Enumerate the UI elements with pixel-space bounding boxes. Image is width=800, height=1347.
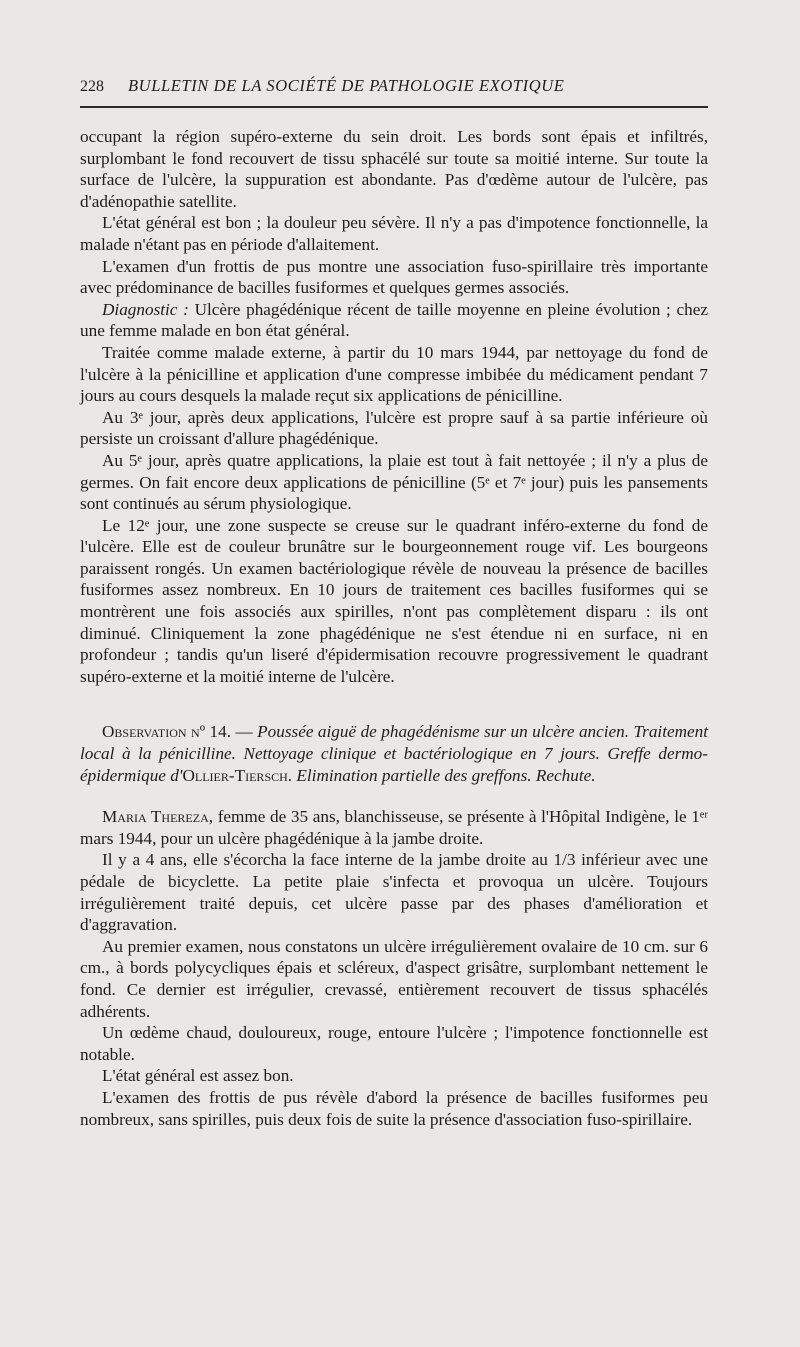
observation-heading xyxy=(80,721,708,786)
paragraph: Un œdème chaud, douloureux, rouge, entoure l'ulcère ; l'impotence fonctionnelle est notable. xyxy=(80,1023,708,1064)
patient-name: Maria Thereza, xyxy=(102,807,214,827)
diagnostic-label: Diagnostic : xyxy=(102,299,189,319)
observation-label: Observation nº 14. xyxy=(102,722,231,742)
body-text xyxy=(80,126,708,1130)
paragraph: L'examen d'un frottis de pus montre une association fuso-spirillaire très importante avec prédominance de bacilles fusiformes et quelques germes associés. xyxy=(80,256,708,298)
paragraph: L'examen des frottis de pus révèle d'abord la présence de bacilles fusiformes peu nombreux, sans spirilles, puis deux fois de suite la présence d'association fuso-spirillaire. xyxy=(80,1087,708,1129)
observation-author: Ollier-Tiersch. xyxy=(182,765,293,785)
running-title: BULLETIN DE LA SOCIÉTÉ DE PATHOLOGIE EXOTIQUE xyxy=(128,76,565,95)
patient-text: femme de 35 ans, blanchisseuse, se présente à l'Hôpital Indigène, le 1ᵉʳ mars 1944, pour un ulcère phagédénique à la jambe droite. xyxy=(80,807,708,848)
paragraph: L'état général est assez bon. xyxy=(102,1066,294,1086)
paragraph: Le 12ᵉ jour, une zone suspecte se creuse sur le quadrant inféro-externe du fond de l'ulcère. Elle est de couleur brunâtre sur le bourgeonnement rouge vif. Les bourgeons paraissent rongés. Un examen bactériologique révèle de nouveau la présence de bacilles fusiformes assez nombreux. En 10 jours de traitement ces bacilles fusiformes qui se montrèrent une fois associés aux spirilles, n'ont pas complètement disparu : ils ont diminué. Cliniquement la zone phagédénique ne s'est étendue ni en surface, ni en profondeur ; tandis qu'un liseré d'épidermisation recouvre progressivement le quadrant supéro-externe et la moitié interne de l'ulcère. xyxy=(80,515,708,686)
paragraph: occupant la région supéro-externe du sein droit. Les bords sont épais et infiltrés, surplombant le fond recouvert de tissu sphacélé sur toute sa moitié interne. Sur toute la surface de l'ulcère, la suppuration est abondante. Pas d'œdème autour de l'ulcère, pas d'adénopathie satellite. xyxy=(80,127,708,211)
page-number: 228 xyxy=(80,78,104,95)
paragraph: Au premier examen, nous constatons un ulcère irrégulièrement ovalaire de 10 cm. sur 6 cm., à bords polycycliques épais et scléreux, d'aspect grisâtre, surplombant nettement le fond. Ce dernier est irrégulier, crevassé, entièrement recouvert de tissus sphacélés adhérents. xyxy=(80,936,708,1021)
observation-title-end: Elimination partielle des greffons. Rechute. xyxy=(292,765,596,785)
page-header xyxy=(80,76,706,102)
observation-title: Poussée aiguë de phagédénisme sur un ulcère ancien. Traitement local à la pénicilline. Nettoyage clinique et bactériologique en 7 jours. Greffe dermo-épidermique d' xyxy=(80,722,709,785)
observation-dash: — xyxy=(231,722,258,742)
paragraph: Il y a 4 ans, elle s'écorcha la face interne de la jambe droite au 1/3 inférieur avec une pédale de bicyclette. La petite plaie s'infecta et provoqua un ulcère. Toujours irrégulièrement traité depuis, cet ulcère passe par des phases d'amélioration et d'aggravation. xyxy=(80,850,708,935)
paragraph: Au 5ᵉ jour, après quatre applications, la plaie est tout à fait nettoyée ; il n'y a plus de germes. On fait encore deux applications de pénicilline (5ᵉ et 7ᵉ jour) puis les pansements sont continués au sérum physiologique. xyxy=(80,450,708,514)
paragraph: Au 3ᵉ jour, après deux applications, l'ulcère est propre sauf à sa partie inférieure où persiste un croissant d'allure phagédénique. xyxy=(80,407,708,449)
paragraph: Traitée comme malade externe, à partir du 10 mars 1944, par nettoyage du fond de l'ulcère à la pénicilline et application d'une compresse imbibée du médicament pendant 7 jours au cours desquels la malade reçut six applications de pénicilline. xyxy=(80,342,708,406)
header-rule xyxy=(80,106,708,108)
patient-paragraph xyxy=(80,806,708,849)
paragraph: L'état général est bon ; la douleur peu sévère. Il n'y a pas d'impotence fonctionnelle, la malade n'étant pas en période d'allaitement. xyxy=(80,213,708,254)
diagnostic-paragraph xyxy=(80,299,708,342)
diagnostic-text: Ulcère phagédénique récent de taille moyenne en pleine évolution ; chez une femme malade en bon état général. xyxy=(80,299,708,341)
